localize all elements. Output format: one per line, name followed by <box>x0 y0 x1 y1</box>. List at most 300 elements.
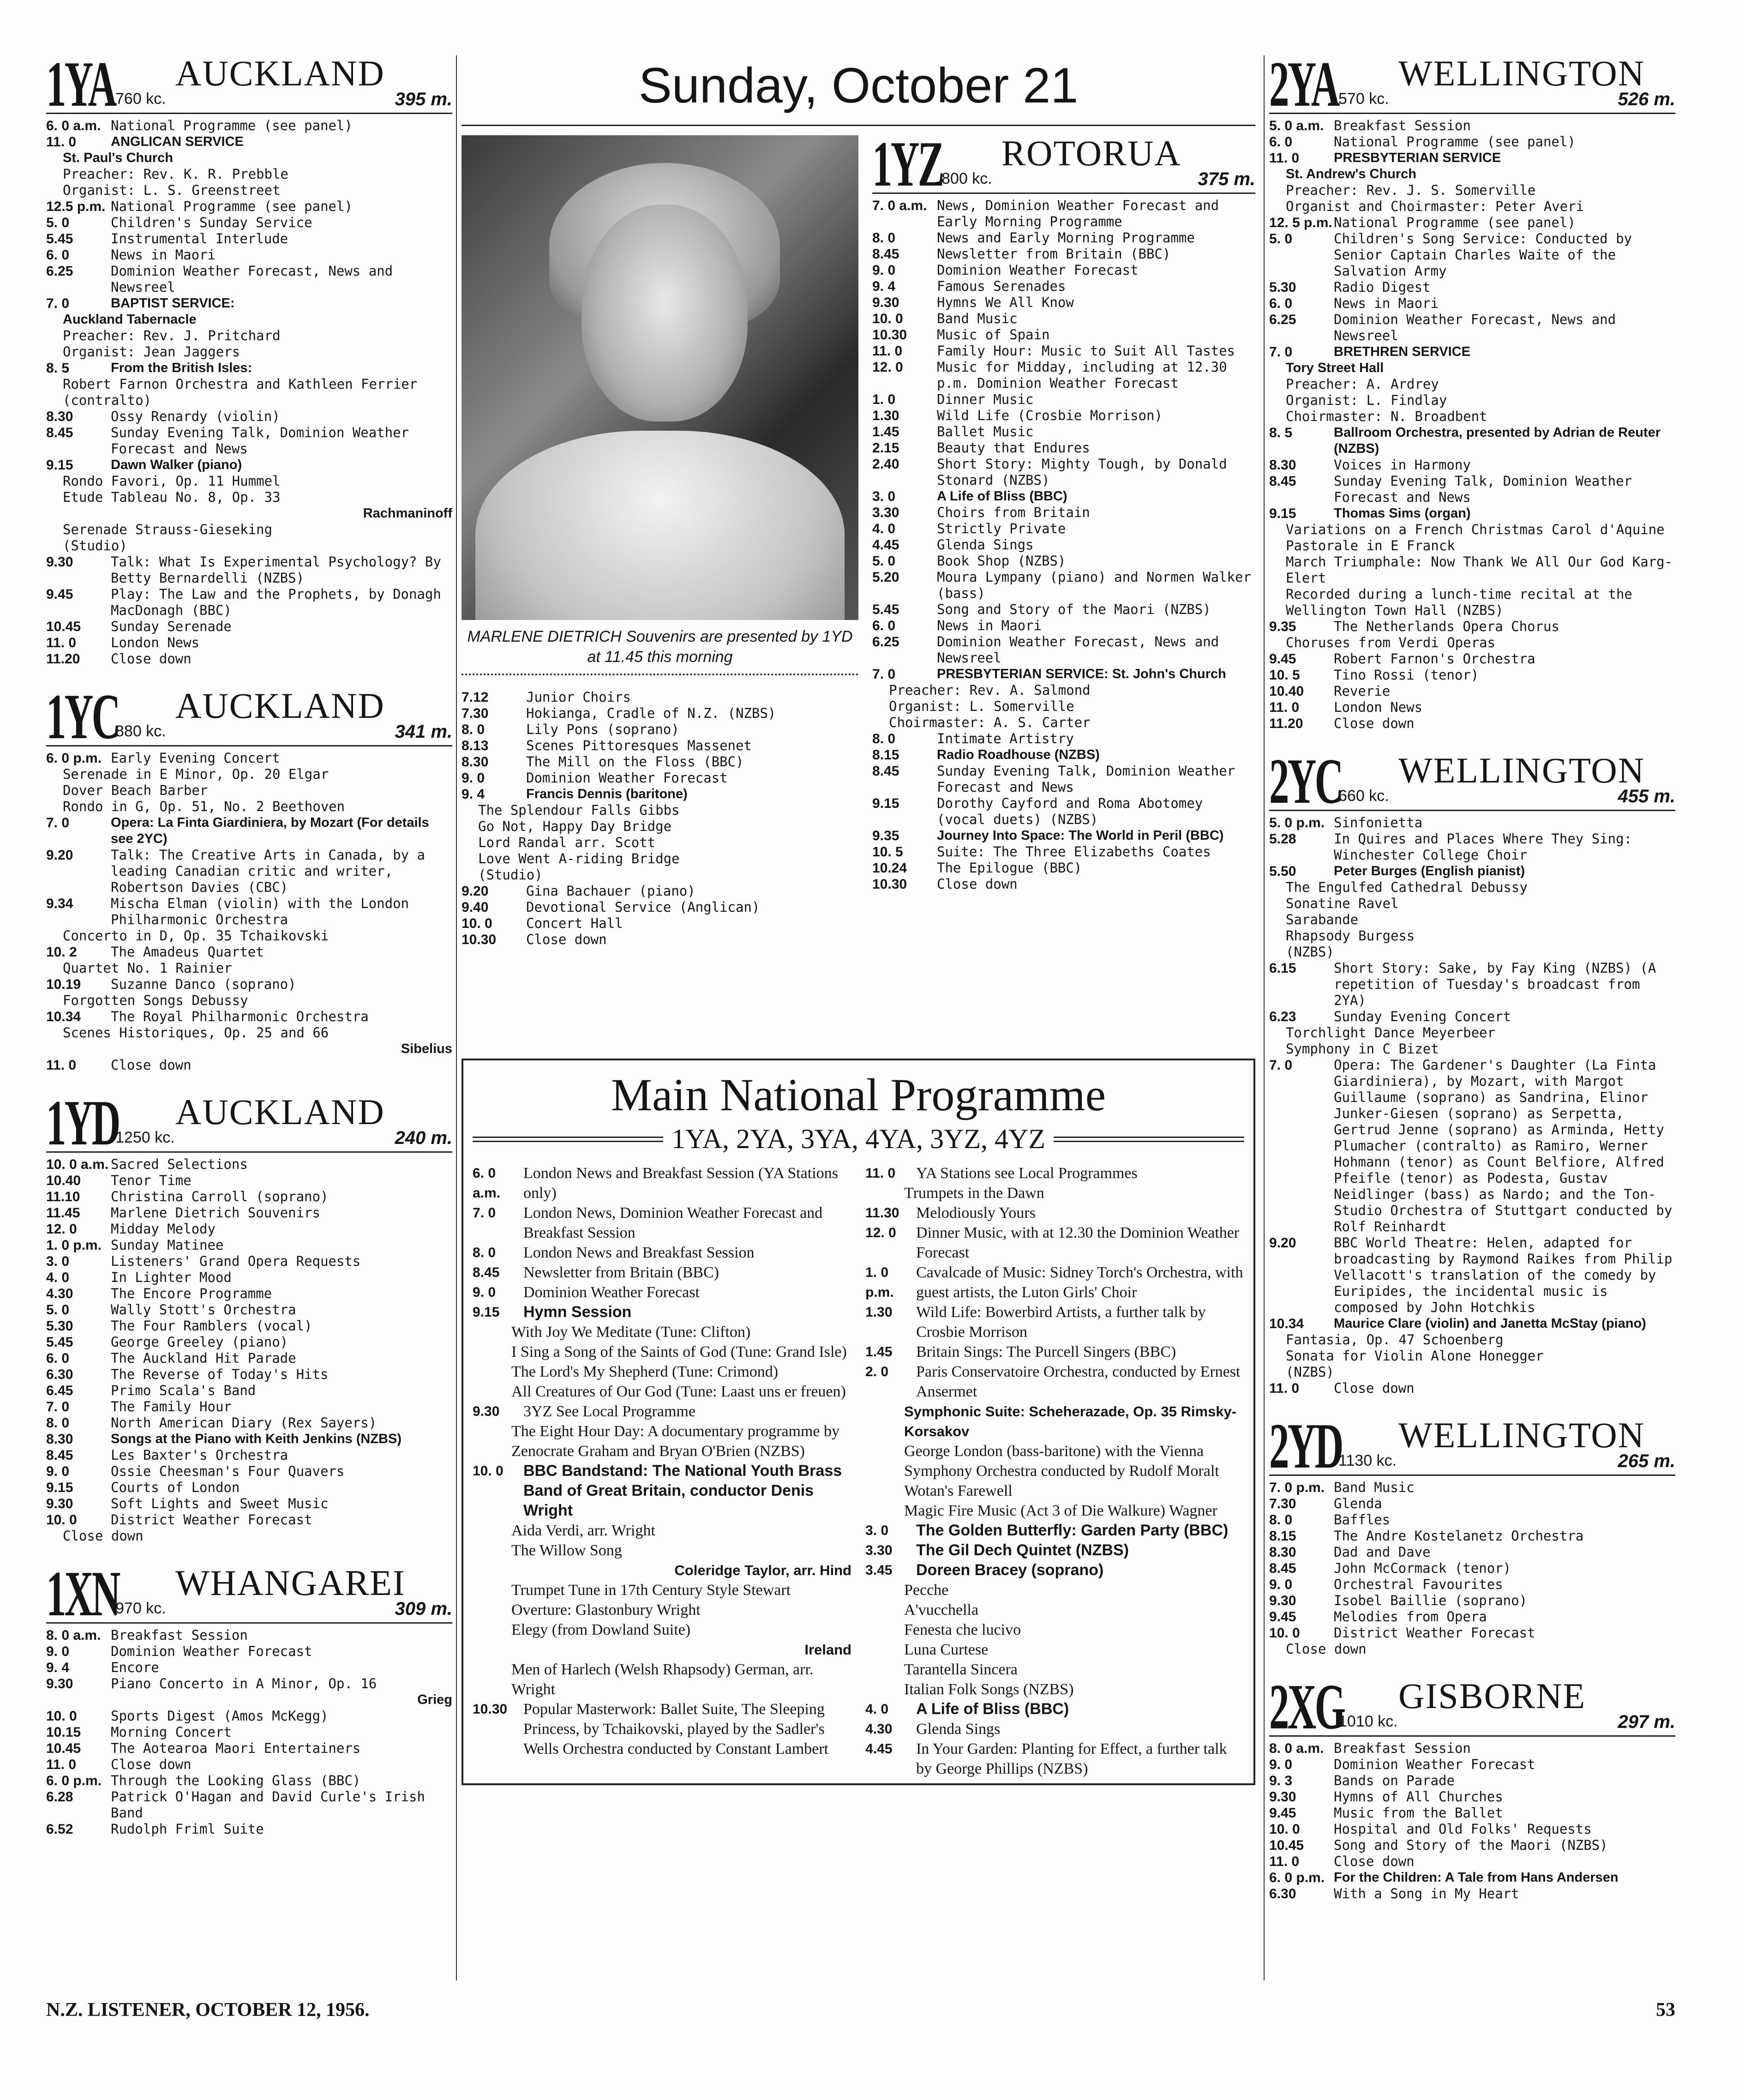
programme-row <box>872 731 1255 747</box>
programme-detail: St. Paul's Church <box>63 150 173 165</box>
programme-title: Breakfast Session <box>1334 118 1471 133</box>
programme-detail: (Studio) <box>478 867 543 883</box>
programme-row <box>462 689 858 705</box>
programme-row <box>1269 279 1675 295</box>
programme-time: 7. 0 p.m. <box>1269 1480 1325 1495</box>
programme-row <box>1269 231 1675 279</box>
programme-row <box>46 1383 452 1399</box>
programme-time: 10. 0 <box>462 916 492 931</box>
programme-title: PRESBYTERIAN SERVICE: St. John's Church <box>937 667 1226 681</box>
programme-time: 1.45 <box>865 1344 893 1360</box>
programme-row <box>1269 1805 1675 1821</box>
programme-title: Les Baxter's Orchestra <box>111 1447 288 1463</box>
programme-title: Close down <box>1334 716 1415 731</box>
programme-row <box>46 1643 452 1660</box>
programme-title: Close down <box>1334 1853 1415 1869</box>
programme-row <box>1269 1235 1675 1316</box>
programme-title: Music for Midday, including at 12.30 p.m. Dominion Weather Forecast <box>937 359 1227 391</box>
programme-row <box>1269 1009 1675 1025</box>
station-wavelength: 395 m. <box>395 89 452 109</box>
programme-title: Mischa Elman (violin) with the London Philharmonic Orchestra <box>111 896 409 927</box>
programme-title: Early Evening Concert <box>111 750 280 766</box>
programme-row <box>46 1740 452 1757</box>
programme-time: 9.30 <box>46 1676 73 1691</box>
middle-column <box>462 55 1255 1785</box>
programme-detail: Preacher: A. Ardrey <box>1286 376 1439 392</box>
programme-detail: Overture: Glastonbury Wright <box>511 1601 701 1619</box>
programme-row <box>865 1163 1244 1183</box>
programme-title: Play: The Law and the Prophets, by Donagh MacDonagh (BBC) <box>111 586 441 618</box>
programme-row <box>46 1627 452 1643</box>
programme-row <box>46 896 452 928</box>
programme-title: Short Story: Mighty Tough, by Donald Stonard (NZBS) <box>937 456 1227 488</box>
programme-time: 2.15 <box>872 440 899 456</box>
programme-title: News in Maori <box>1334 295 1439 311</box>
programme-time: 6.45 <box>46 1383 73 1398</box>
programme-title: Gina Bachauer (piano) <box>526 883 696 899</box>
programme-detail: Sonata for Violin Alone Honegger <box>1286 1348 1544 1364</box>
station-city: AUCKLAND <box>175 1092 385 1132</box>
programme-time: 10.24 <box>872 860 907 876</box>
programme-time: 8.30 <box>1269 1545 1296 1560</box>
programme-time: 8. 5 <box>1269 425 1293 440</box>
programme-time: 9.30 <box>1269 1789 1296 1805</box>
programme-detail: Men of Harlech (Welsh Rhapsody) German, arr. Wright <box>511 1661 814 1698</box>
programme-detail: Grieg <box>417 1692 452 1707</box>
programme-detail: Trumpet Tune in 17th Century Style Stewart <box>511 1582 791 1599</box>
programme-detail: Organist: Jean Jaggers <box>63 344 240 360</box>
station-header <box>1269 1410 1675 1482</box>
programme-time: 9.15 <box>1269 506 1296 521</box>
programme-title: Reverie <box>1334 683 1391 699</box>
programme-time: 9.45 <box>1269 1805 1296 1821</box>
programme-row <box>865 1699 1244 1719</box>
programme-row <box>865 1521 1244 1540</box>
programme-time: 11. 0 <box>1269 1381 1300 1396</box>
programme-title: Newsletter from Britain (BBC) <box>937 246 1171 262</box>
programme-detail: Close down <box>1286 1641 1367 1657</box>
programme-title: In Your Garden: Planting for Effect, a further talk by George Phillips (NZBS) <box>916 1740 1227 1777</box>
programme-row <box>46 1480 452 1496</box>
programme-title: Short Story: Sake, by Fay King (NZBS) (A repetition of Tuesday's broadcast from 2YA) <box>1334 960 1656 1008</box>
programme-title: Tino Rossi (tenor) <box>1334 667 1479 683</box>
programme-title: Tenor Time <box>111 1173 192 1188</box>
programme-row <box>1269 1480 1675 1496</box>
programme-detail: Tarantella Sincera <box>904 1661 1018 1678</box>
programme-row <box>1269 815 1675 831</box>
programme-row <box>46 409 452 425</box>
main-programme-stations-bar <box>473 1123 1244 1155</box>
station-header <box>46 48 452 120</box>
programme-title: Paris Conservatoire Orchestra, conducted by Ernest Ansermet <box>916 1363 1241 1400</box>
programme-title: Wally Stott's Orchestra <box>111 1302 296 1318</box>
programme-row <box>872 262 1255 278</box>
programme-title: Talk: What Is Experimental Psychology? By Betty Bernardelli (NZBS) <box>111 554 441 586</box>
programme-row <box>1269 1609 1675 1625</box>
programme-row <box>865 1719 1244 1739</box>
programme-time: 9.45 <box>1269 1609 1296 1625</box>
programme-title: The Family Hour <box>111 1399 232 1414</box>
programme-title: District Weather Forecast <box>111 1512 312 1528</box>
programme-time: 10.45 <box>46 619 81 634</box>
programme-detail: The Engulfed Cathedral Debussy <box>1286 879 1528 895</box>
station-wavelength: 375 m. <box>1198 169 1255 189</box>
programme-title: Glenda Sings <box>937 537 1034 553</box>
programme-time: 10. 0 a.m. <box>46 1157 109 1172</box>
programme-row <box>872 844 1255 860</box>
programme-title: The Amadeus Quartet <box>111 944 264 960</box>
programme-row <box>46 1415 452 1431</box>
programme-list <box>1269 1480 1675 1657</box>
programme-detail: Elegy (from Dowland Suite) <box>511 1621 691 1638</box>
programme-row <box>1269 425 1675 457</box>
programme-title: In Quires and Places Where They Sing: Winchester College Choir <box>1334 831 1632 863</box>
programme-time: 11.20 <box>46 651 80 667</box>
programme-title: Music of Spain <box>937 327 1050 343</box>
station-2ya <box>1269 48 1675 732</box>
programme-title: Dominion Weather Forecast, News and Newsreel <box>1334 312 1616 343</box>
programme-title: The Gil Dech Quintet (NZBS) <box>916 1541 1129 1559</box>
programme-detail: Magic Fire Music (Act 3 of Die Walkure) Wagner <box>904 1502 1217 1519</box>
programme-time: 5.45 <box>872 602 899 617</box>
programme-time: 10.19 <box>46 977 81 992</box>
programme-time: 10. 0 <box>872 311 903 326</box>
programme-time: 6.30 <box>46 1367 73 1382</box>
programme-time: 2.40 <box>872 457 899 472</box>
programme-row <box>1269 863 1675 879</box>
programme-title: Glenda Sings <box>916 1721 1001 1738</box>
programme-row <box>872 278 1255 295</box>
programme-title: 3YZ See Local Programme <box>523 1403 696 1420</box>
programme-title: Hymns We All Know <box>937 295 1074 310</box>
programme-row <box>865 1362 1244 1402</box>
programme-title: Robert Farnon's Orchestra <box>1334 651 1535 667</box>
programme-time: 9.35 <box>1269 619 1296 634</box>
station-header <box>46 1087 452 1159</box>
programme-title: Sacred Selections <box>111 1156 248 1172</box>
programme-time: 9.30 <box>872 295 899 310</box>
station-frequency: 800 kc. <box>941 170 992 187</box>
programme-time: 6. 0 <box>1269 134 1293 150</box>
programme-row <box>462 722 858 738</box>
programme-row <box>1269 118 1675 134</box>
programme-row <box>1269 1560 1675 1577</box>
programme-time: 9. 0 <box>872 263 896 278</box>
programme-row <box>46 1773 452 1789</box>
programme-time: 6.25 <box>46 264 73 279</box>
programme-detail: I Sing a Song of the Saints of God (Tune: Grand Isle) <box>511 1343 847 1360</box>
programme-title: Rudolph Friml Suite <box>111 1821 264 1837</box>
programme-row <box>46 586 452 619</box>
programme-time: 1. 0 p.m. <box>46 1238 102 1253</box>
station-city: WELLINGTON <box>1398 750 1645 790</box>
programme-row <box>872 747 1255 763</box>
programme-time: 1. 0 p.m. <box>865 1265 894 1300</box>
programme-time: 1.45 <box>872 424 899 439</box>
programme-title: The Auckland Hit Parade <box>111 1350 296 1366</box>
station-1yz <box>872 128 1255 892</box>
programme-time: 11. 0 <box>865 1166 896 1181</box>
programme-detail: Preacher: Rev. K. R. Prebble <box>63 166 288 182</box>
programme-detail: Lord Randal arr. Scott <box>478 835 656 850</box>
programme-row <box>46 554 452 586</box>
programme-time: 8. 0 <box>872 230 896 246</box>
main-programme-title: Main National Programme <box>611 1069 1106 1120</box>
programme-row <box>1269 1528 1675 1544</box>
programme-time: 9. 0 <box>1269 1757 1293 1772</box>
programme-time: 10.45 <box>46 1741 81 1756</box>
programme-title: Encore <box>111 1660 159 1675</box>
programme-row <box>46 1399 452 1415</box>
programme-time: 9. 4 <box>872 279 896 294</box>
programme-time: 12. 5 p.m. <box>1269 215 1332 230</box>
programme-list <box>46 1156 452 1544</box>
programme-row <box>872 876 1255 892</box>
programme-row <box>872 408 1255 424</box>
programme-title: Moura Lympany (piano) and Normen Walker (bass) <box>937 569 1251 601</box>
station-frequency: 970 kc. <box>115 1600 166 1617</box>
programme-title: London News <box>1334 699 1423 715</box>
programme-time: 9. 0 <box>1269 1577 1293 1592</box>
programme-time: 3.30 <box>865 1543 893 1558</box>
programme-row <box>46 1350 452 1366</box>
programme-row <box>46 1237 452 1253</box>
programme-row <box>46 944 452 960</box>
programme-time: 8.45 <box>872 247 899 262</box>
programme-title: Band Music <box>937 311 1018 326</box>
programme-row <box>462 786 858 802</box>
programme-row <box>1269 1821 1675 1837</box>
programme-title: Cavalcade of Music: Sidney Torch's Orchestra, with guest artists, the Luton Girls' Choir <box>916 1264 1243 1301</box>
programme-detail: Wotan's Farewell <box>904 1482 1013 1499</box>
programme-title: Sunday Evening Talk, Dominion Weather Forecast and News <box>1334 473 1632 505</box>
programme-time: 8.45 <box>872 764 899 779</box>
programme-detail: The Splendour Falls Gibbs <box>478 802 680 818</box>
programme-time: 9.34 <box>46 896 73 911</box>
programme-time: 7.12 <box>462 690 489 705</box>
programme-detail: Italian Folk Songs (NZBS) <box>904 1681 1074 1698</box>
programme-title: Beauty that Endures <box>937 440 1090 456</box>
programme-detail: Organist: L. Somerville <box>889 698 1074 714</box>
programme-row <box>1269 1544 1675 1560</box>
programme-title: Radio Digest <box>1334 279 1431 295</box>
programme-row <box>46 1757 452 1773</box>
station-wavelength: 265 m. <box>1618 1451 1675 1471</box>
programme-title: Thomas Sims (organ) <box>1334 506 1471 521</box>
programme-detail: Choirmaster: N. Broadbent <box>1286 409 1487 424</box>
programme-title: Voices in Harmony <box>1334 457 1471 473</box>
station-callsign: 1YZ <box>872 128 943 200</box>
programme-time: 6. 0 <box>46 1351 70 1366</box>
programme-time: 9.30 <box>473 1404 500 1419</box>
programme-row <box>865 1263 1244 1302</box>
station-city: GISBORNE <box>1398 1676 1586 1716</box>
programme-row <box>1269 831 1675 863</box>
programme-row <box>46 1821 452 1837</box>
programme-row <box>462 754 858 770</box>
programme-detail: Coleridge Taylor, arr. Hind <box>674 1562 852 1578</box>
programme-row <box>872 230 1255 246</box>
programme-time: 11.20 <box>1269 716 1303 731</box>
programme-title: Suzanne Danco (soprano) <box>111 976 296 992</box>
programme-title: Dominion Weather Forecast <box>111 1643 312 1659</box>
programme-detail: Rhapsody Burgess <box>1286 928 1415 944</box>
programme-row <box>46 1270 452 1286</box>
programme-title: The Golden Butterfly: Garden Party (BBC) <box>916 1522 1229 1539</box>
programme-time: 8.30 <box>462 754 489 770</box>
programme-time: 9. 0 <box>46 1464 70 1479</box>
programme-time: 8. 0 <box>46 1415 70 1431</box>
programme-time: 6. 0 p.m. <box>46 1773 102 1788</box>
programme-detail: Sonatine Ravel <box>1286 896 1399 911</box>
programme-time: 5. 0 p.m. <box>1269 815 1325 830</box>
programme-row <box>462 915 858 932</box>
programme-title: Popular Masterwork: Ballet Suite, The Sleeping Princess, by Tchaikovski, played by the Sadler's Wells Orchestra conducted by Constant Lambert <box>523 1701 829 1757</box>
programme-row <box>46 847 452 896</box>
programme-time: 7. 0 <box>473 1205 496 1221</box>
programme-time: 3.45 <box>865 1563 893 1578</box>
programme-title: In Lighter Mood <box>111 1270 232 1285</box>
programme-time: 3. 0 <box>46 1254 70 1269</box>
programme-row <box>872 521 1255 537</box>
programme-row <box>46 1724 452 1740</box>
programme-time: 11.45 <box>46 1205 80 1221</box>
programme-title: The Netherlands Opera Chorus <box>1334 619 1559 634</box>
station-1xn <box>46 1558 452 1837</box>
station-wavelength: 309 m. <box>395 1599 452 1619</box>
station-callsign: 1YA <box>46 48 115 120</box>
programme-detail: All Creatures of Our God (Tune: Laast uns er freuen) <box>511 1383 846 1400</box>
programme-title: Orchestral Favourites <box>1334 1577 1503 1592</box>
programme-title: The Encore Programme <box>111 1286 272 1301</box>
programme-title: Close down <box>111 651 192 667</box>
programme-detail: Preacher: Rev. J. S. Somerville <box>1286 182 1536 198</box>
programme-time: 9.45 <box>46 587 73 602</box>
programme-time: 6. 0 p.m. <box>46 751 102 766</box>
main-programme-col-1 <box>473 1163 852 1779</box>
programme-row <box>46 1660 452 1676</box>
programme-title: Ossie Cheesman's Four Quavers <box>111 1463 345 1479</box>
programme-title: Songs at the Piano with Keith Jenkins (NZBS) <box>111 1432 402 1446</box>
programme-time: 8. 0 <box>872 731 896 746</box>
programme-row <box>872 311 1255 327</box>
programme-list <box>1269 118 1675 732</box>
programme-detail: Choirmaster: A. S. Carter <box>889 715 1091 730</box>
programme-time: 4.45 <box>865 1741 893 1757</box>
station-callsign: 1YC <box>46 681 119 752</box>
programme-row <box>1269 1789 1675 1805</box>
programme-row <box>462 770 858 786</box>
programme-title: News and Early Morning Programme <box>937 230 1195 246</box>
station-city: WELLINGTON <box>1398 1415 1645 1455</box>
programme-list <box>46 1627 452 1837</box>
programme-row <box>1269 1886 1675 1902</box>
programme-time: 6. 0 a.m. <box>46 118 101 133</box>
programme-title: Sunday Matinee <box>111 1237 224 1253</box>
programme-row <box>462 883 858 899</box>
programme-detail: Dover Beach Barber <box>63 782 208 798</box>
programme-title: Dorothy Cayford and Roma Abotomey (vocal duets) (NZBS) <box>937 795 1203 827</box>
programme-title: Junior Choirs <box>526 689 631 705</box>
programme-list <box>1269 1740 1675 1902</box>
station-header <box>1269 1671 1675 1743</box>
programme-title: Sunday Evening Concert <box>1334 1009 1511 1024</box>
programme-detail: (NZBS) <box>1286 944 1334 960</box>
programme-row <box>1269 1316 1675 1332</box>
programme-row <box>1269 716 1675 732</box>
programme-row <box>1269 1512 1675 1528</box>
programme-title: North American Diary (Rex Sayers) <box>111 1415 377 1431</box>
programme-row <box>1269 1740 1675 1757</box>
programme-time: 9.35 <box>872 828 899 843</box>
programme-detail: Torchlight Dance Meyerbeer <box>1286 1025 1495 1041</box>
programme-row <box>872 860 1255 876</box>
programme-row <box>1269 505 1675 522</box>
programme-time: 10.30 <box>872 327 907 343</box>
programme-row <box>872 795 1255 828</box>
programme-row <box>1269 457 1675 473</box>
programme-time: 10.30 <box>872 877 907 892</box>
programme-time: 12.5 p.m. <box>46 199 106 214</box>
programme-row <box>872 828 1255 844</box>
programme-time: 7.30 <box>462 706 489 721</box>
right-column <box>1269 48 1675 1923</box>
programme-time: 8.45 <box>46 425 73 440</box>
programme-title: Dominion Weather Forecast, News and Newsreel <box>111 263 393 295</box>
programme-title: Breakfast Session <box>111 1627 248 1643</box>
programme-time: 6. 0 <box>872 618 896 633</box>
programme-title: Intimate Artistry <box>937 731 1074 746</box>
programme-row <box>1269 683 1675 699</box>
programme-time: 5.28 <box>1269 831 1296 847</box>
programme-time: 9.20 <box>1269 1235 1296 1251</box>
column-rule-left <box>456 55 457 1980</box>
programme-detail: Preacher: Rev. A. Salmond <box>889 682 1091 698</box>
station-frequency: 570 kc. <box>1338 90 1389 108</box>
station-wavelength: 341 m. <box>395 722 452 742</box>
programme-row <box>46 425 452 457</box>
programme-time: 1. 0 <box>872 392 896 407</box>
programme-title: Opera: The Gardener's Daughter (La Finta Giardiniera), by Mozart, with Margot Guillaume (soprano) as Sandrina, Elinor Junker-Giesen (soprano) as Serpetta, Gertrud Jenne (soprano) as Arminda, Hetty Plumacher (contralto) as Ramiro, Werner Hohmann (tenor) as Count Belfiore, Alfred Pfeifle (tenor) as Podesta, Gustav Neidlinger (bass) as Nardo; and the Ton-Studio Orchestra of Stuttgart conducted by Rolf Reinhardt <box>1334 1057 1673 1234</box>
programme-time: 4.30 <box>46 1286 73 1301</box>
programme-detail: (Studio) <box>63 538 127 554</box>
programme-title: Melodiously Yours <box>916 1204 1036 1221</box>
programme-row <box>865 1560 1244 1580</box>
station-wavelength: 455 m. <box>1618 786 1675 806</box>
programme-row <box>872 569 1255 602</box>
programme-detail: George London (bass-baritone) with the Vienna Symphony Orchestra conducted by Rudolf Moralt <box>904 1443 1219 1480</box>
programme-detail: Rachmaninoff <box>363 506 452 521</box>
station-callsign: 1XN <box>46 1558 119 1630</box>
programme-time: 10.34 <box>1269 1316 1304 1331</box>
programme-title: Choirs from Britain <box>937 505 1090 520</box>
programme-list <box>46 750 452 1073</box>
programme-title: Courts of London <box>111 1480 240 1495</box>
station-1yc <box>46 681 452 1073</box>
programme-row <box>1269 1496 1675 1512</box>
programme-time: 6.30 <box>1269 1886 1296 1901</box>
programme-row <box>1269 1380 1675 1396</box>
programme-detail: Variations on a French Christmas Carol d'Aquine <box>1286 522 1665 537</box>
programme-time: 9. 3 <box>1269 1773 1293 1788</box>
station-city: ROTORUA <box>1001 133 1181 173</box>
programme-time: 9.30 <box>1269 1593 1296 1608</box>
programme-title: Melodies from Opera <box>1334 1609 1487 1625</box>
station-1yd <box>46 1087 452 1544</box>
station-wavelength: 526 m. <box>1618 89 1675 109</box>
programme-time: 5. 0 <box>46 1302 70 1318</box>
programme-row <box>1269 619 1675 635</box>
